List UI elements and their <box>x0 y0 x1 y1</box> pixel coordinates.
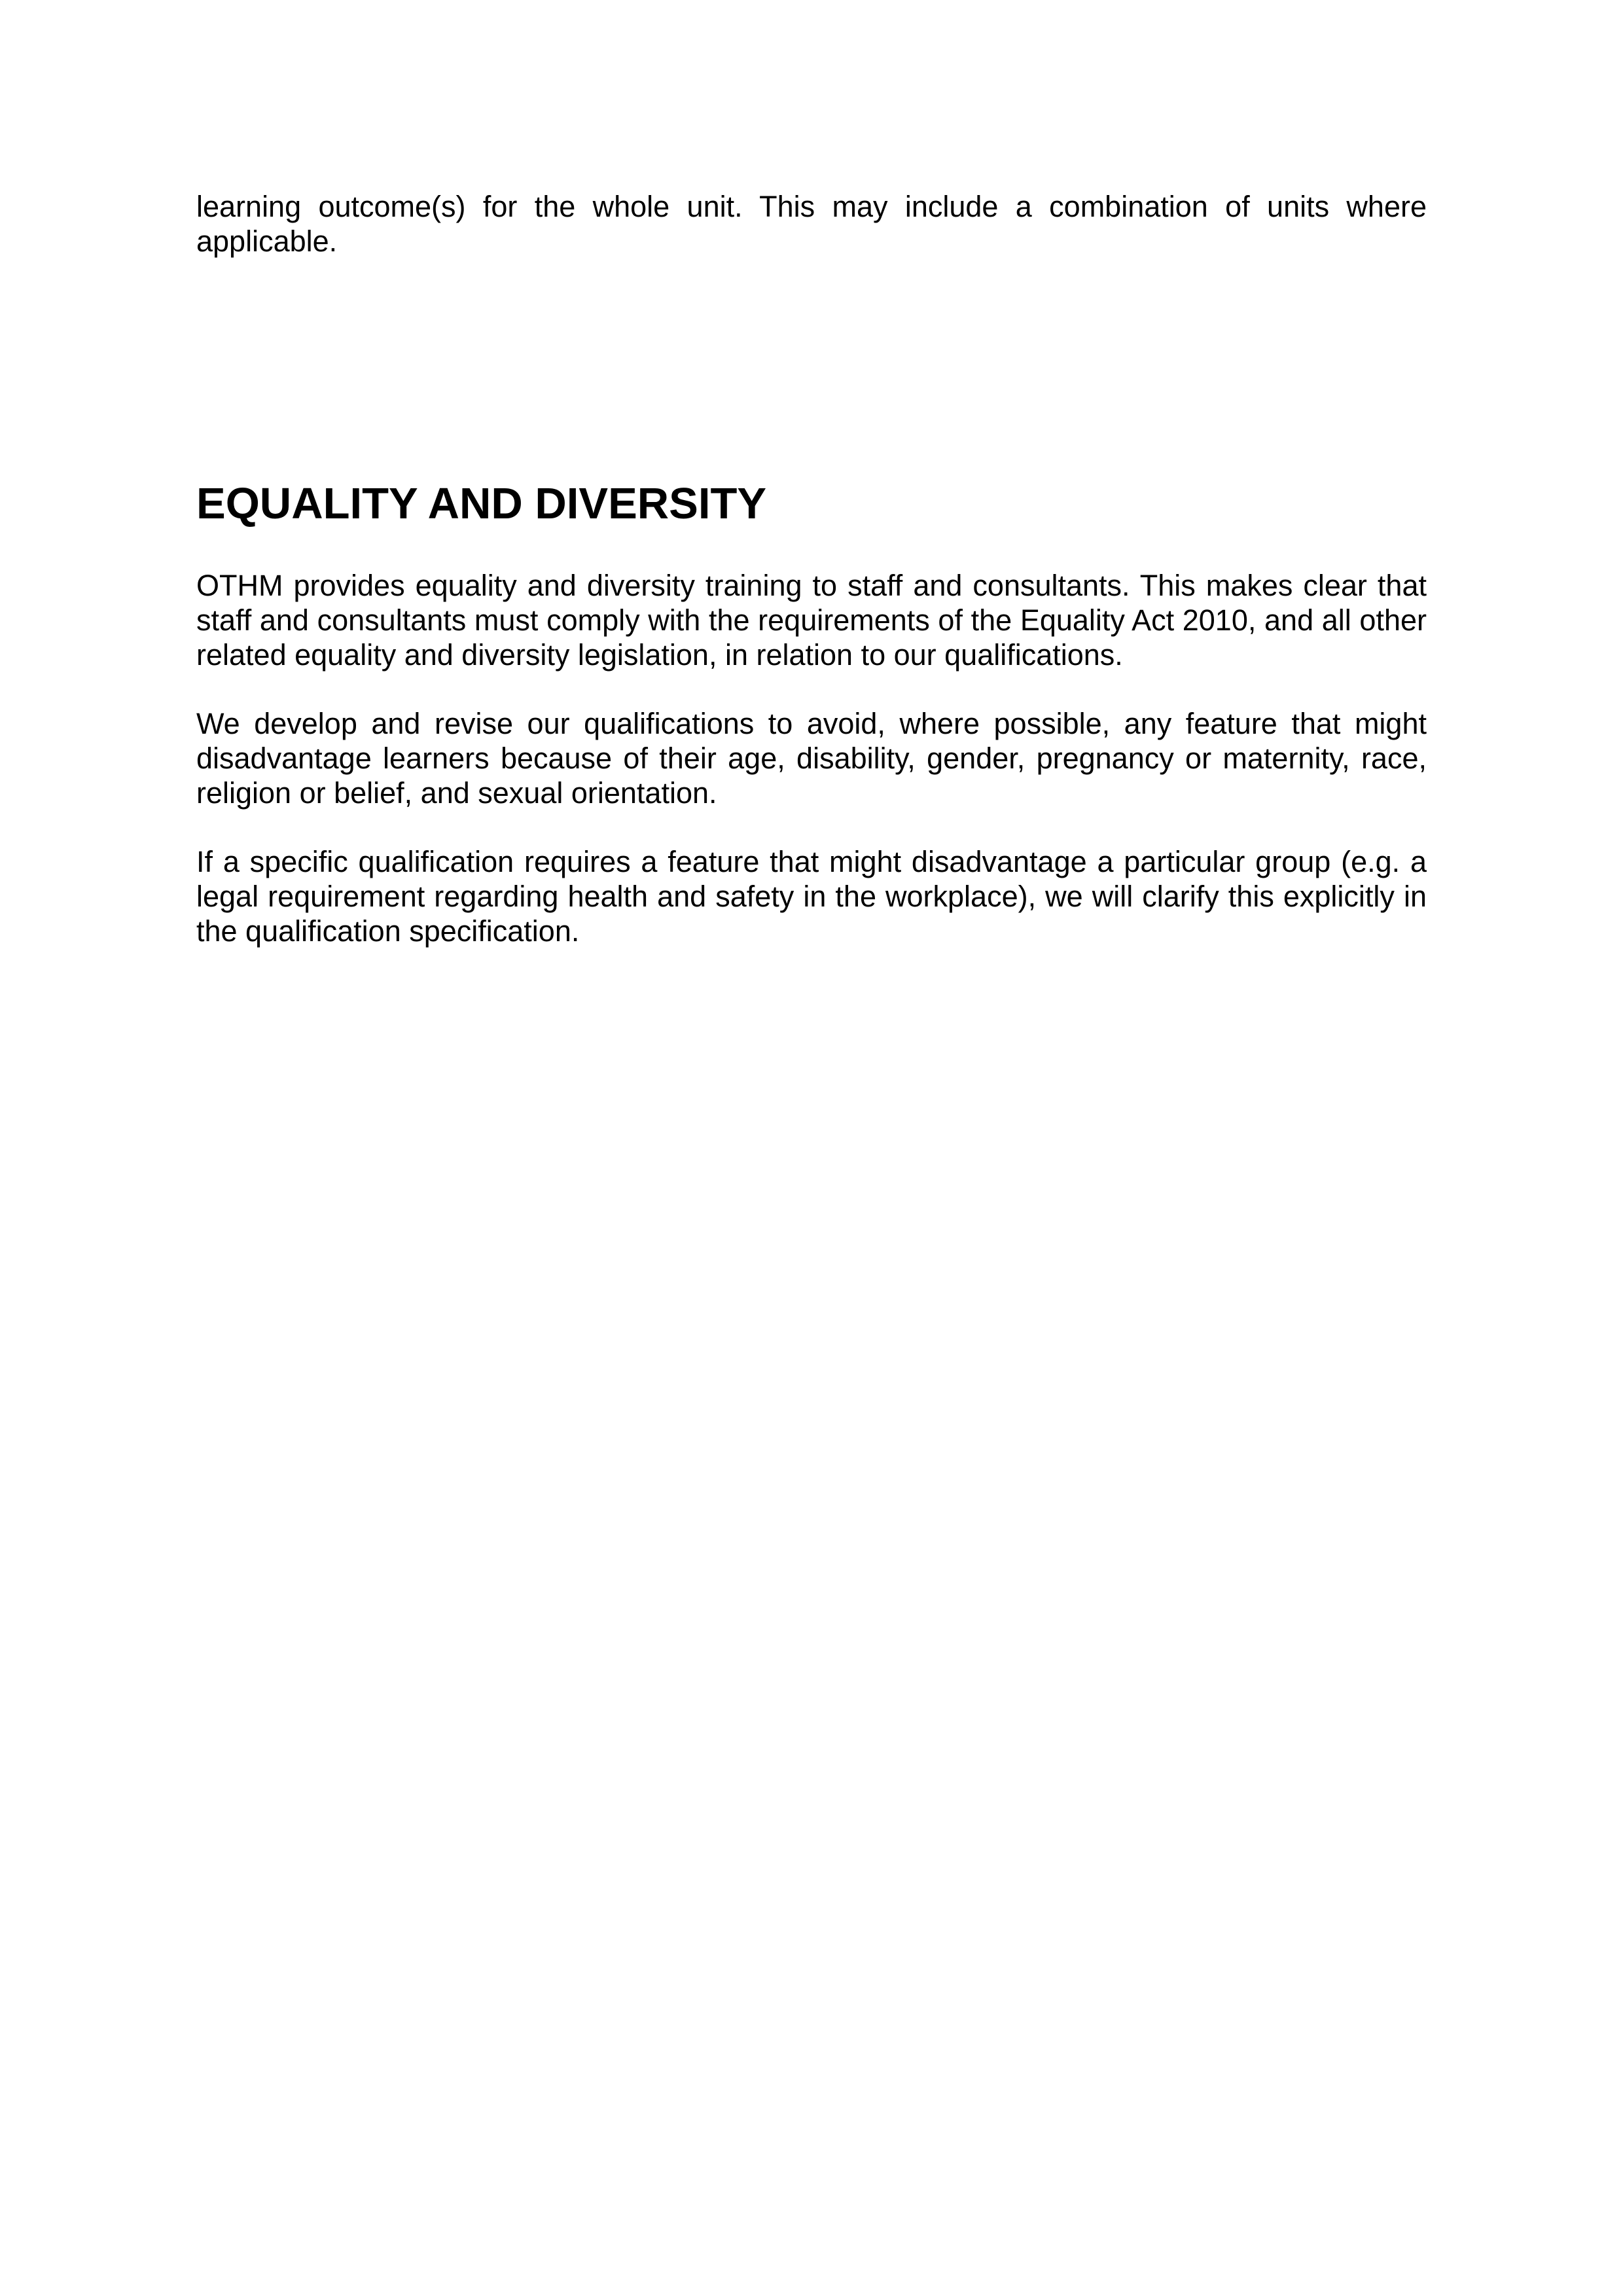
continuation-paragraph: learning outcome(s) for the whole unit. This may include a combination of units where applicable. <box>196 190 1427 258</box>
equality-paragraph-1: OTHM provides equality and diversity training to staff and consultants. This makes clear that staff and consultants must comply with the requirements of the Equality Act 2010, and all other related equality and diversity legislation, in relation to our qualifications. <box>196 569 1427 672</box>
equality-paragraph-3: If a specific qualification requires a feature that might disadvantage a particular group (e.g. a legal requirement regarding health and safety in the workplace), we will clarify this explicitly in the qualification specification. <box>196 845 1427 948</box>
section-heading: EQUALITY AND DIVERSITY <box>196 479 767 528</box>
equality-paragraph-2: We develop and revise our qualifications to avoid, where possible, any feature that might disadvantage learners because of their age, disability, gender, pregnancy or maternity, race, religion or belief, and sexual orientation. <box>196 707 1427 810</box>
